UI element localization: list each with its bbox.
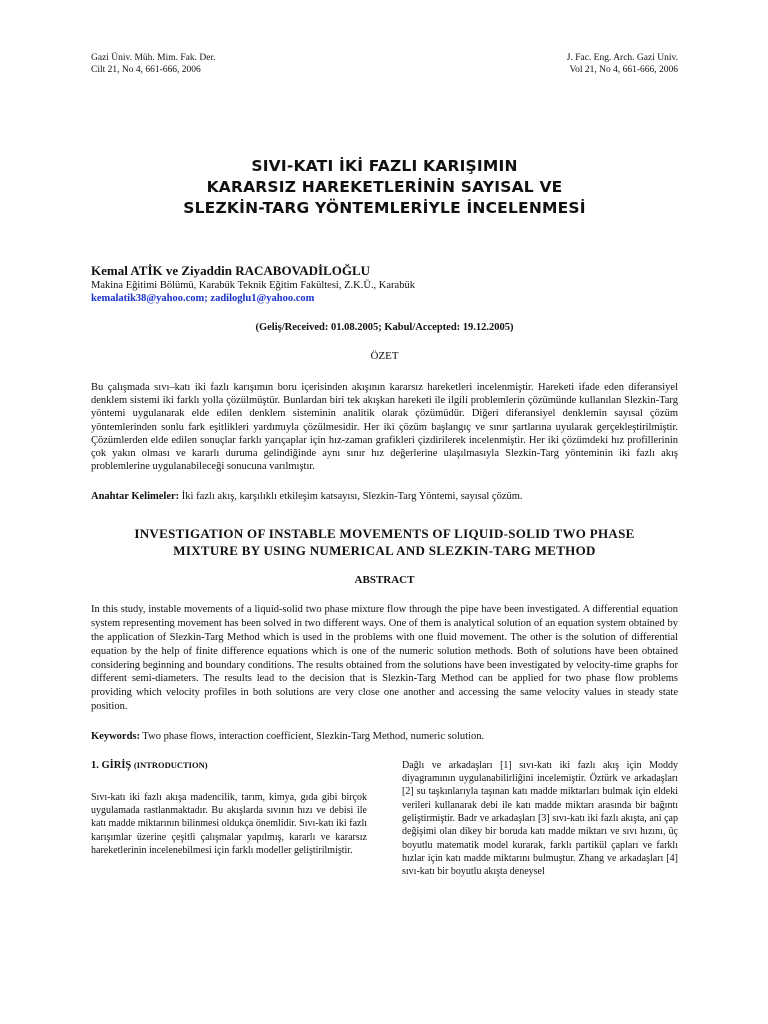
abstract-heading: ABSTRACT (354, 574, 415, 587)
affiliation: Makina Eğitimi Bölümü, Karabük Teknik Eğitim Fakültesi, Z.K.Ü., Karabük (91, 280, 415, 291)
ozet-paragraph: Bu çalışmada sıvı–katı iki fazlı karışımın boru içerisinden akışının kararsız hareketleri incelenmiştir. Hareketi ifade eden diferansiyel denklem sistemi iki farklı yolla çözülmüştür. Bunlardan biri tek akışkan hareketi ile ilgili problemlerin çözümünde kullanılan Slezkin-Targ yöntemi uygulanarak elde edilen denklem sisteminin analitik olarak çözümüdür. Diğeri diferansiyel denklemin sayısal çözüm yöntemlerinden sonlu fark eşitlikleri yardımıyla çözülmesidir. Her iki çözüm başlangıç ve sınır şartlarına uyularak gerçekleştirilmiştir. Çözümlerden elde edilen sonuçlar farklı yarıçaplar için hız-zaman grafikleri çizdirilerek incelenmiştir. Her iki çözümdeki hız profillerinin çok yakın olması ve kararlı duruma gelindiğinde aynı sınır hız değerlerine ulaşılmasıyla Slezkin-Targ yönteminin iki fazlı akış problemlerine uygulanabileceği sonucuna varılmıştır. (91, 382, 678, 473)
journal-name-en: J. Fac. Eng. Arch. Gazi Univ. (566, 53, 678, 63)
left-column (91, 759, 367, 879)
journal-header-left (91, 52, 215, 76)
section-heading-introduction (91, 759, 367, 772)
keywords-en-label: Keywords: (91, 730, 140, 742)
paper-title-tr (91, 156, 678, 219)
journal-name-tr: Gazi Üniv. Müh. Mim. Fak. Der. (91, 53, 216, 63)
keywords-tr-label: Anahtar Kelimeler: (91, 491, 180, 503)
authors: Kemal ATİK ve Ziyaddin RACABOVADİLOĞLU (91, 263, 371, 278)
title-en-line-2: MIXTURE BY USING NUMERICAL AND SLEZKIN-TARG METHOD (173, 543, 596, 559)
journal-volume-tr: Cilt 21, No 4, 661-666, 2006 (91, 65, 201, 75)
title-line-1: SIVI-KATI İKİ FAZLI KARIŞIMIN (251, 157, 518, 175)
section-heading-en: (INTRODUCTION) (133, 759, 208, 770)
abstract-paragraph: In this study, instable movements of a liquid-solid two phase mixture flow through the pipe have been investigated. A differential equation system representing movement has been solved in two different ways. One of them is analytical solution of an equation system obtained by the application of Slezkin-Targ Method which is used in the problems with one fluid movement. The other is the solution of differential equation by the help of finite difference equations which is one of the numeric solution methods. Both of solutions have been obtained considering beginning and boundary conditions. The results obtained from the solutions have been investigated by velocity-time graphs for different semi-diameters. The results lead to the decision that is Slezkin-Targ Method can be applied for two phase flow problems providing which velocity profiles in both solutions are very close one another and accessing the same velocity values in steady state position. (91, 604, 678, 712)
body-columns (91, 759, 678, 879)
journal-header (91, 52, 678, 76)
section-heading-tr: 1. GİRİŞ (91, 759, 132, 771)
keywords-tr-text: İki fazlı akış, karşılıklı etkileşim katsayısı, Slezkin-Targ Yöntemi, sayısal çözüm. (179, 491, 523, 503)
intro-paragraph-left: Sıvı-katı iki fazlı akışa madencilik, tarım, kimya, gıda gibi birçok uygulamada rastlanmaktadır. Bu akışlarda sıvının hızı ve debisi ile katı madde miktarının bilinmesi oldukça önemlidir. Sıvı-katı iki fazlı karışımlar üzerine çeşitli çalışmalar yapılmış, kararlı ve kararsız hareketlerinin incelenebilmesi için farklı modeller geliştirilmiştir. (91, 791, 367, 856)
paper-page (91, 52, 678, 878)
journal-header-right (567, 52, 678, 76)
author-emails[interactable]: kemalatik38@yahoo.com; zadiloglu1@yahoo.com (91, 293, 315, 304)
title-line-3: SLEZKİN-TARG YÖNTEMLERİYLE İNCELENMESİ (183, 199, 586, 217)
keywords-en-text: Two phase flows, interaction coefficient, Slezkin-Targ Method, numeric solution. (140, 730, 485, 742)
ozet-heading: ÖZET (370, 350, 399, 362)
right-column (402, 759, 678, 879)
journal-volume-en: Vol 21, No 4, 661-666, 2006 (569, 65, 678, 75)
paper-title-en (91, 525, 678, 559)
keywords-tr (91, 490, 678, 503)
received-accepted-dates: (Geliş/Received: 01.08.2005; Kabul/Accepted: 19.12.2005) (255, 322, 514, 333)
title-line-2: KARARSIZ HAREKETLERİNİN SAYISAL VE (206, 178, 563, 196)
intro-paragraph-right: Dağlı ve arkadaşları [1] sıvı-katı iki fazlı akış için Moddy diyagramının uygulanabilirliğini incelemiştir. Öztürk ve arkadaşları [2] su taşkınlarıyla taşınan katı madde miktarları bulmak için eldeki verileri kullanarak debi ile katı madde miktarı arasında bir bağıntı geliştirmiştir. Badr ve arkadaşları [3] sıvı-katı iki fazlı akışta, ani çap değişimi olan dikey bir boruda katı madde miktarı ve sıvı hızını, üç boyutlu matematik model kurarak, farklı partikül çapları ve farklı hızlar için katı madde miktarını bulmuştur. Zhang ve arkadaşları [4] sıvı-katı bir boyutlu akışta deneysel (402, 759, 678, 878)
keywords-en (91, 730, 678, 743)
title-en-line-1: INVESTIGATION OF INSTABLE MOVEMENTS OF LIQUID-SOLID TWO PHASE (134, 526, 635, 542)
